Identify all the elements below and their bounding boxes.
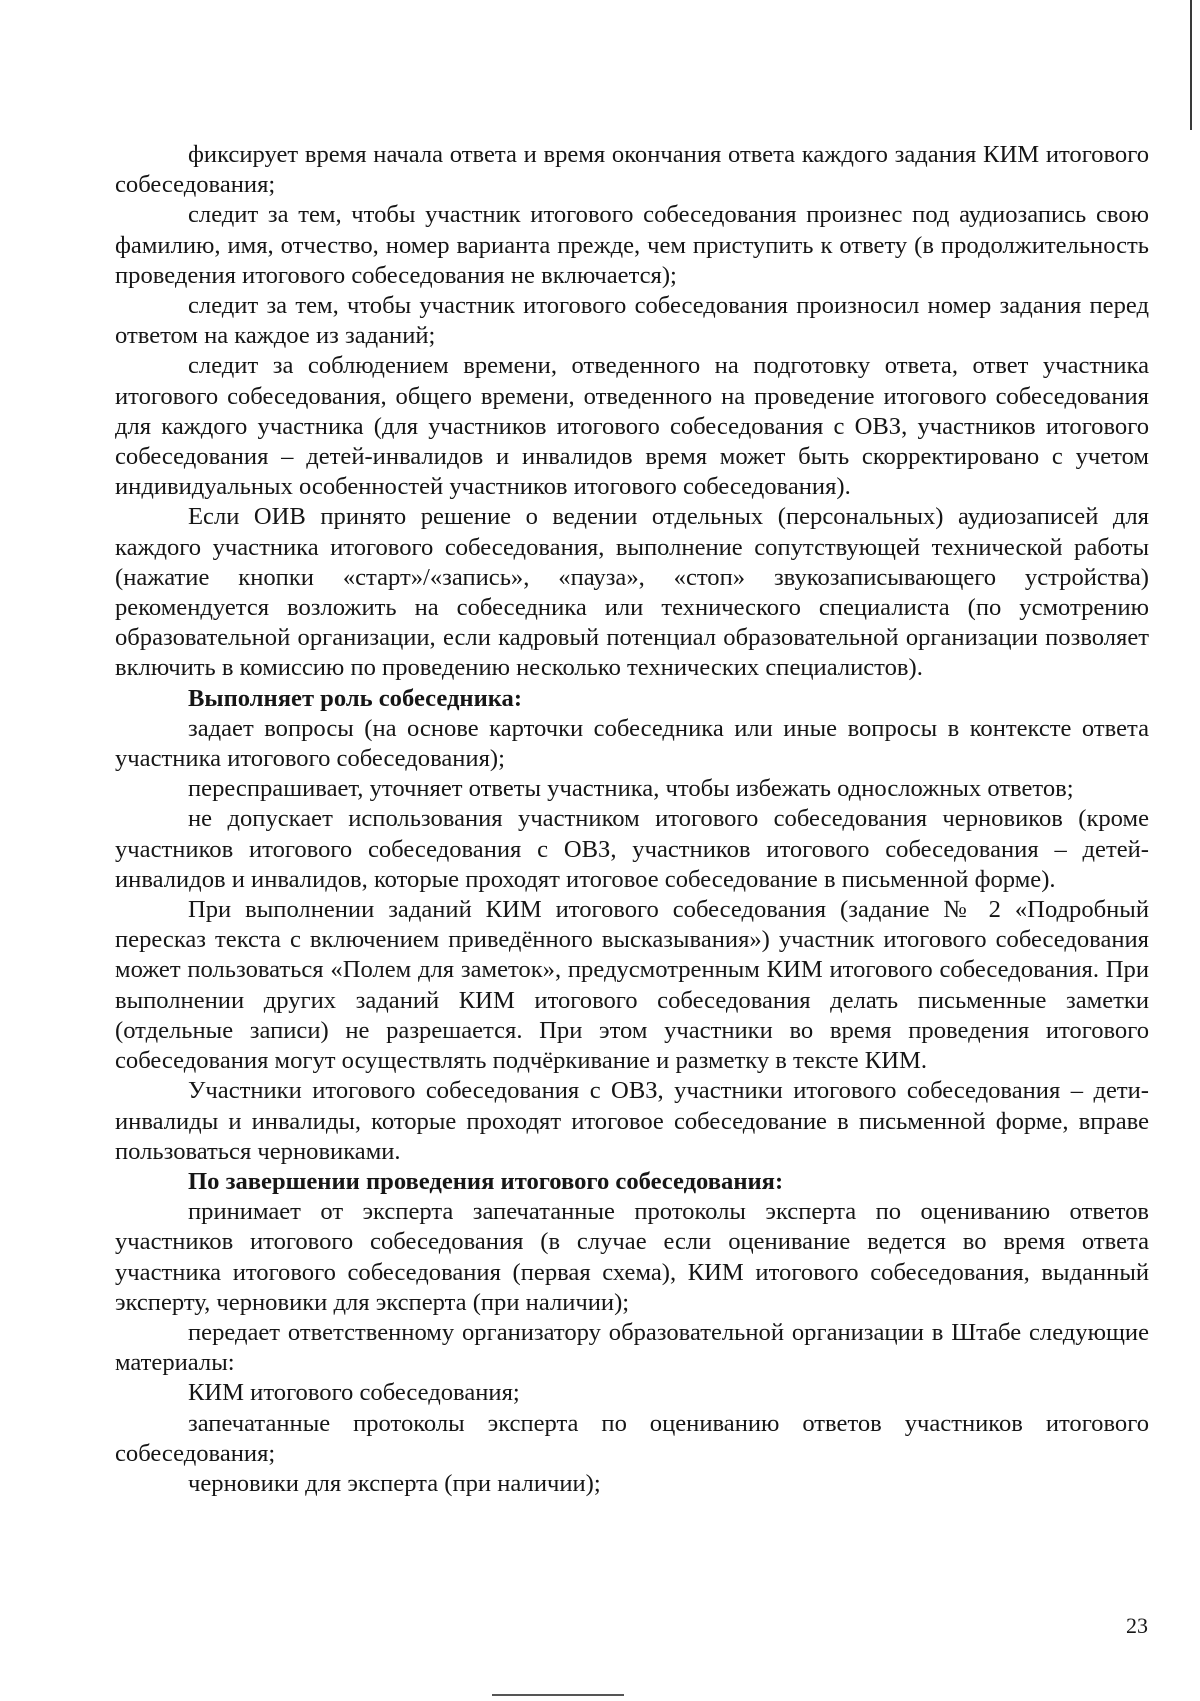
paragraph: следит за соблюдением времени, отведенного на подготовку ответа, ответ участника итогового собеседования, общего времени, отведенного на проведение итогового собеседования для каждого участника (для участников итогового собеседования с ОВЗ, участников итогового собеседования – детей-инвалидов и инвалидов время может быть скорректировано с учетом индивидуальных особенностей участников итогового собеседования). (115, 352, 1149, 501)
paragraph: Участники итогового собеседования с ОВЗ, участники итогового собеседования – дети-инвалиды и инвалиды, которые проходят итоговое собеседование в письменной форме, вправе пользоваться черновиками. (115, 1077, 1149, 1165)
paragraph: черновики для эксперта (при наличии); (188, 1469, 601, 1497)
paragraph: не допускает использования участником итогового собеседования черновиков (кроме участников итогового собеседования с ОВЗ, участников итогового собеседования – детей-инвалидов и инвалидов, которые проходят итоговое собеседование в письменной форме). (115, 805, 1149, 893)
paragraph: задает вопросы (на основе карточки собеседника или иные вопросы в контексте ответа участника итогового собеседования); (115, 714, 1149, 773)
page-edge-line (1190, 0, 1192, 130)
paragraph: При выполнении заданий КИМ итогового собеседования (задание № 2 «Подробный пересказ текста с включением приведённого высказывания») участник итогового собеседования может пользоваться «Полем для заметок», предусмотренным КИМ итогового собеседования. При выполнении других заданий КИМ итогового собеседования делать письменные заметки (отдельные записи) не разрешается. При этом участники во время проведения итогового собеседования могут осуществлять подчёркивание и разметку в тексте КИМ. (115, 896, 1149, 1075)
paragraph: следит за тем, чтобы участник итогового собеседования произносил номер задания перед ответом на каждое из заданий; (115, 292, 1149, 350)
paragraph: следит за тем, чтобы участник итогового собеседования произнес под аудиозапись свою фамилию, имя, отчество, номер варианта прежде, чем приступить к ответу (в продолжительность проведения итогового собеседования не включается); (115, 201, 1149, 289)
paragraph: фиксирует время начала ответа и время окончания ответа каждого задания КИМ итогового собеседования; (115, 141, 1149, 199)
section-heading: Выполняет роль собеседника: (188, 684, 523, 712)
document-body (115, 140, 1149, 1499)
paragraph: передает ответственному организатору образовательной организации в Штабе следующие материалы: (115, 1318, 1149, 1377)
paragraph: принимает от эксперта запечатанные протоколы эксперта по оцениванию ответов участников итогового собеседования (в случае если оценивание ведется во время ответа участника итогового собеседования (первая схема), КИМ итогового собеседования, выданный эксперту, черновики для эксперта (при наличии); (115, 1198, 1149, 1316)
section-heading: По завершении проведения итогового собеседования: (188, 1167, 784, 1195)
bottom-divider (492, 1694, 624, 1696)
paragraph: Если ОИВ принято решение о ведении отдельных (персональных) аудиозаписей для каждого участника итогового собеседования, выполнение сопутствующей технической работы (нажатие кнопки «старт»/«запись», «пауза», «стоп» звукозаписывающего устройства) рекомендуется возложить на собеседника или технического специалиста (по усмотрению образовательной организации, если кадровый потенциал образовательной организации позволяет включить в комиссию по проведению несколько технических специалистов). (115, 503, 1149, 682)
paragraph: КИМ итогового собеседования; (188, 1379, 520, 1407)
page-number: 23 (1126, 1613, 1148, 1638)
paragraph: переспрашивает, уточняет ответы участника, чтобы избежать односложных ответов; (188, 775, 1074, 803)
paragraph: запечатанные протоколы эксперта по оцениванию ответов участников итогового собеседования; (115, 1409, 1149, 1467)
